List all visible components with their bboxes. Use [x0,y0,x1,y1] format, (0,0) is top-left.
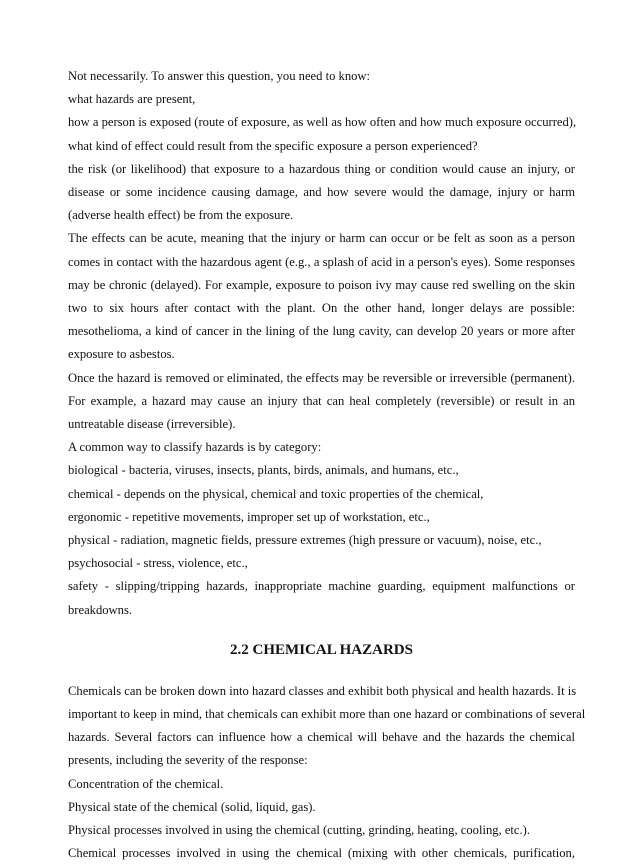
text-line: Physical state of the chemical (solid, liquid, gas). [68,799,316,814]
text-line: chemical - depends on the physical, chemical and toxic properties of the chemical, [68,486,484,501]
text-line: important to keep in mind, that chemicals can exhibit more than one hazard or combinations of several [68,707,586,722]
text-line: hazards. Several factors can influence how a chemical will behave and the hazards the chemical [68,730,575,745]
text-line: what hazards are present, [68,92,196,107]
text-line: breakdowns. [68,602,133,617]
text-line: Concentration of the chemical. [68,776,224,791]
body-text-bottom [68,680,586,866]
text-line: mesothelioma, a kind of cancer in the lining of the lung cavity, can develop 20 years or more after [68,324,575,339]
text-line: may be chronic (delayed). For example, exposure to poison ivy may cause red swelling on the skin [68,277,575,292]
text-line: Not necessarily. To answer this question, you need to know: [68,69,371,83]
text-line: exposure to asbestos. [68,347,175,362]
body-text-top [68,65,575,622]
text-line: the risk (or likelihood) that exposure to a hazardous thing or condition would cause an injury, or [68,161,575,176]
text-line: For example, a hazard may cause an injury that can heal completely (reversible) or result in an [68,393,575,408]
text-line: physical - radiation, magnetic fields, pressure extremes (high pressure or vacuum), noise, etc., [68,533,542,548]
text-line: Chemical processes involved in using the chemical (mixing with other chemicals, purification, [68,846,575,861]
text-line: A common way to classify hazards is by category: [68,440,322,455]
text-line: The effects can be acute, meaning that the injury or harm can occur or be felt as soon as a person [68,231,575,246]
text-line: how a person is exposed (route of exposure, as well as how often and how much exposure occurred), [68,115,577,130]
document-page [68,65,586,866]
text-line: untreatable disease (irreversible). [68,417,236,432]
text-line: disease or some incidence causing damage, and how severe would the damage, injury or harm [68,185,575,200]
text-line: psychosocial - stress, violence, etc., [68,556,248,571]
text-line: Chemicals can be broken down into hazard classes and exhibit both physical and health hazards. It is [68,683,577,698]
section-heading: 2.2 CHEMICAL HAZARDS [230,641,413,658]
text-line: Physical processes involved in using the chemical (cutting, grinding, heating, cooling, etc.). [68,823,531,838]
text-line: presents, including the severity of the response: [68,753,308,768]
text-line: biological - bacteria, viruses, insects, plants, birds, animals, and humans, etc., [68,463,459,478]
text-line: ergonomic - repetitive movements, improper set up of workstation, etc., [68,509,430,524]
text-line: comes in contact with the hazardous agent (e.g., a splash of acid in a person's eyes). Some responses [68,254,575,269]
text-line: (adverse health effect) be from the exposure. [68,208,294,223]
text-line: two to six hours after contact with the plant. On the other hand, longer delays are possible: [68,301,575,316]
text-line: Once the hazard is removed or eliminated, the effects may be reversible or irreversible (permanent). [68,370,575,385]
text-line: safety - slipping/tripping hazards, inappropriate machine guarding, equipment malfunctions or [68,579,575,594]
text-line: what kind of effect could result from the specific exposure a person experienced? [68,138,478,153]
